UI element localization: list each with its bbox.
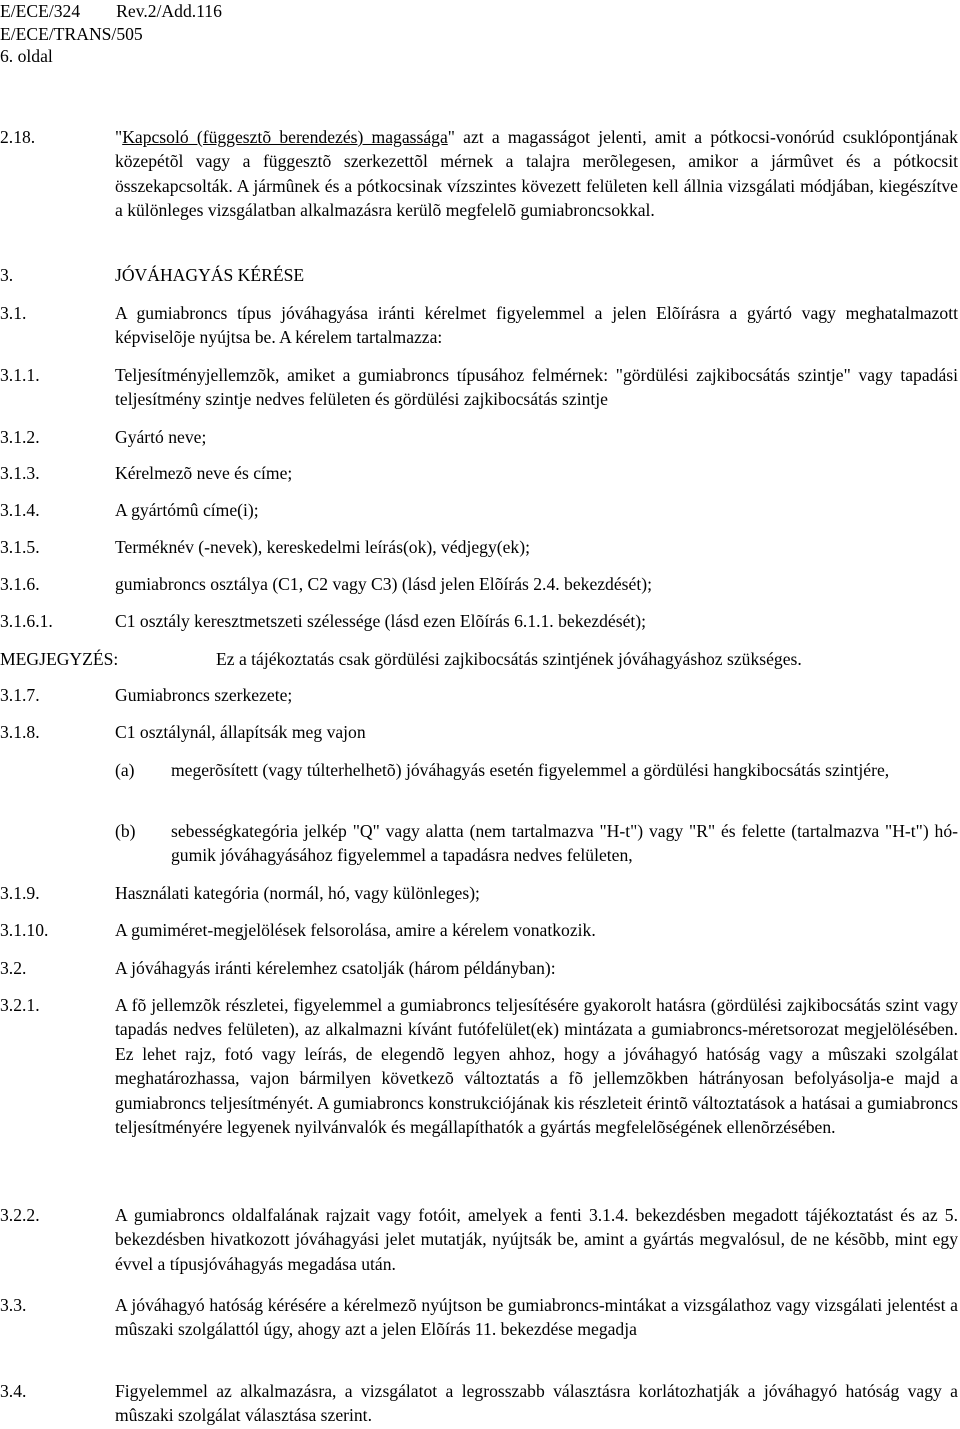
paragraph-text: Terméknév (-nevek), kereskedelmi leírás(ok), védjegy(ek);: [115, 537, 530, 557]
paragraph-text: Használati kategória (normál, hó, vagy különleges);: [115, 883, 480, 903]
document-symbol: E/ECE/324: [0, 1, 81, 21]
paragraph-3-1-6-1: [0, 609, 958, 633]
paragraph-3-1-4: [0, 498, 958, 522]
paragraph-number: 3.1.7.: [0, 685, 40, 705]
paragraph-text: Figyelemmel az alkalmazásra, a vizsgálatot a legrosszabb választásra korlátozhatják a jóváhagyó hatóság vagy a mûszaki szolgálat választása szerint.: [115, 1381, 958, 1426]
paragraph-number: 3.1.4.: [0, 500, 40, 520]
paragraph-3-1-8: [0, 720, 958, 744]
paragraph-3-1-1: [0, 363, 958, 412]
paragraph-3-2-1: [0, 993, 958, 1139]
paragraph-text: A fõ jellemzõk részletei, figyelemmel a gumiabroncs teljesítésére gyakorolt hatásra (gördülési zajkibocsátás szint vagy tapadás nedves felületen), az alkalmazni kívánt futófelület(ek) mintázata a gumiabroncs-méretsorozat megjelölésében. Ez lehet rajz, fotó vagy leírás, de elegendõ legyen ahhoz, hogy a jóváhagyó hatóság vagy a mûszaki szolgálat meghatározhassa, vajon bármilyen következõ változtatás a fõ jellemzõkben hátrányosan befolyásolja-e majd a gumiabroncs teljesítményét. A gumiabroncs konstrukciójának kis részleteit érintõ változtatások a hatásai a gumiabroncs teljesítményére legyenek nyilvánvalók és megállapíthatók a gyártás megfelelõségének ellenõrzésében.: [115, 995, 958, 1138]
paragraph-3-1-6: [0, 572, 958, 596]
paragraph-number: 3.2.1.: [0, 995, 40, 1015]
paragraph-text: C1 osztály keresztmetszeti szélessége (lásd ezen Elõírás 6.1.1. bekezdését);: [115, 611, 647, 631]
paragraph-number: 3.2.2.: [0, 1205, 40, 1225]
subitem-text: megerõsített (vagy túlterhelhetõ) jóváhagyás esetén figyelemmel a gördülési hangkibocsátás szintjére,: [171, 760, 890, 780]
paragraph-number: 3.1.9.: [0, 883, 40, 903]
paragraph-text: Gumiabroncs szerkezete;: [115, 685, 293, 705]
subitem-a: [0, 758, 958, 782]
paragraph-3-1-5: [0, 535, 958, 559]
paragraph-3-1-9: [0, 881, 958, 905]
paragraph-2-18: [0, 125, 958, 223]
paragraph-text: A gumiméret-megjelölések felsorolása, amire a kérelem vonatkozik.: [115, 920, 596, 940]
paragraph-text: Gyártó neve;: [115, 427, 207, 447]
note-label: MEGJEGYZÉS:: [0, 649, 119, 669]
section-title: JÓVÁHAGYÁS KÉRÉSE: [115, 265, 305, 285]
subitem-letter: (a): [115, 760, 135, 780]
paragraph-number: 3.2.: [0, 958, 27, 978]
paragraph-number: 3.1.8.: [0, 722, 40, 742]
paragraph-text: A jóváhagyó hatóság kérésére a kérelmezõ nyújtson be gumiabroncs-mintákat a vizsgálathoz vagy vizsgálati jelentést a mûszaki szolgálattól úgy, ahogy azt a jelen Elõírás 11. bekezdése megadja: [115, 1295, 958, 1340]
paragraph-3-3: [0, 1293, 958, 1342]
subitem-b: [0, 819, 958, 868]
paragraph-3-1-10: [0, 918, 958, 942]
trans-symbol: E/ECE/TRANS/505: [0, 23, 143, 44]
paragraph-3-1-2: [0, 425, 958, 449]
revision-label: Rev.2/Add.116: [116, 1, 222, 21]
paragraph-number: 3.1.2.: [0, 427, 40, 447]
paragraph-number: 3.1.6.: [0, 574, 40, 594]
paragraph-text: A gyártómû címe(i);: [115, 500, 259, 520]
paragraph-number: 3.1.3.: [0, 463, 40, 483]
paragraph-text: A jóváhagyás iránti kérelemhez csatolják (három példányban):: [115, 958, 556, 978]
paragraph-text: C1 osztálynál, állapítsák meg vajon: [115, 722, 366, 742]
paragraph-3-1-3: [0, 461, 958, 485]
paragraph-number: 3.4.: [0, 1381, 27, 1401]
paragraph-3-2: [0, 956, 958, 980]
paragraph-number: 3.3.: [0, 1295, 27, 1315]
note: [0, 647, 958, 671]
paragraph-text: gumiabroncs osztálya (C1, C2 vagy C3) (lásd jelen Elõírás 2.4. bekezdését);: [115, 574, 652, 594]
subitem-text: sebességkategória jelkép "Q" vagy alatta (nem tartalmazva "H-t") vagy "R" és felette (tartalmazva "H-t") hó-gumik jóváhagyásához figyelemmel a tapadásra nedves felületen,: [171, 821, 958, 866]
paragraph-number: 3.1.: [0, 303, 27, 323]
paragraph-number: 2.18.: [0, 127, 36, 147]
paragraph-text: A gumiabroncs oldalfalának rajzait vagy fotóit, amelyek a fenti 3.1.4. bekezdésben megadott tájékoztatást és az 5. bekezdésben hivatkozott jóváhagyási jelet mutatják, nyújtsák be, amint a gyártás megvalósul, de ne késõbb, mint egy évvel a típusjóváhagyás megadása után.: [115, 1205, 958, 1274]
paragraph-text: Kérelmezõ neve és címe;: [115, 463, 293, 483]
page-number: 6. oldal: [0, 46, 53, 66]
note-text: Ez a tájékoztatás csak gördülési zajkibocsátás szintjének jóváhagyáshoz szükséges.: [216, 649, 802, 669]
paragraph-3-1: [0, 301, 958, 350]
paragraph-number: 3.1.5.: [0, 537, 40, 557]
paragraph-3-1-7: [0, 683, 958, 707]
defined-term: Kapcsoló (függesztõ berendezés) magassága: [122, 127, 448, 147]
subitem-letter: (b): [115, 821, 136, 841]
paragraph-3-2-2: [0, 1203, 958, 1276]
section-3-heading: [0, 263, 958, 287]
paragraph-text: "Kapcsoló (függesztõ berendezés) magassága" azt a magasságot jelenti, amit a pótkocsi-vonórúd csuklópontjának közepétõl vagy a függesztõ szerkezettõl mérnek a talajra merõlegesen, amikor a jármûvet és a pótkocsit összekapcsolták. A jármûnek és a pótkocsinak vízszintes kövezett felületen kell állnia vizsgálati módjában, kiegészítve a különleges vizsgálatban alkalmazásra kerülõ megfelelõ gumiabroncsokkal.: [115, 127, 958, 221]
paragraph-number: 3.1.10.: [0, 920, 49, 940]
paragraph-number: 3.1.1.: [0, 365, 40, 385]
paragraph-text: A gumiabroncs típus jóváhagyása iránti kérelmet figyelemmel a jelen Elõírásra a gyártó vagy meghatalmazott képviselõje nyújtsa be. A kérelem tartalmazza:: [115, 303, 958, 348]
section-number: 3.: [0, 265, 14, 285]
paragraph-3-4: [0, 1379, 958, 1428]
paragraph-text: Teljesítményjellemzõk, amiket a gumiabroncs típusához felmérnek: "gördülési zajkibocsátás szintje" vagy tapadási teljesítmény szintje nedves felületen és gördülési zajkibocsátás szintje: [115, 365, 958, 410]
document-header: [0, 0, 222, 68]
paragraph-number: 3.1.6.1.: [0, 611, 53, 631]
